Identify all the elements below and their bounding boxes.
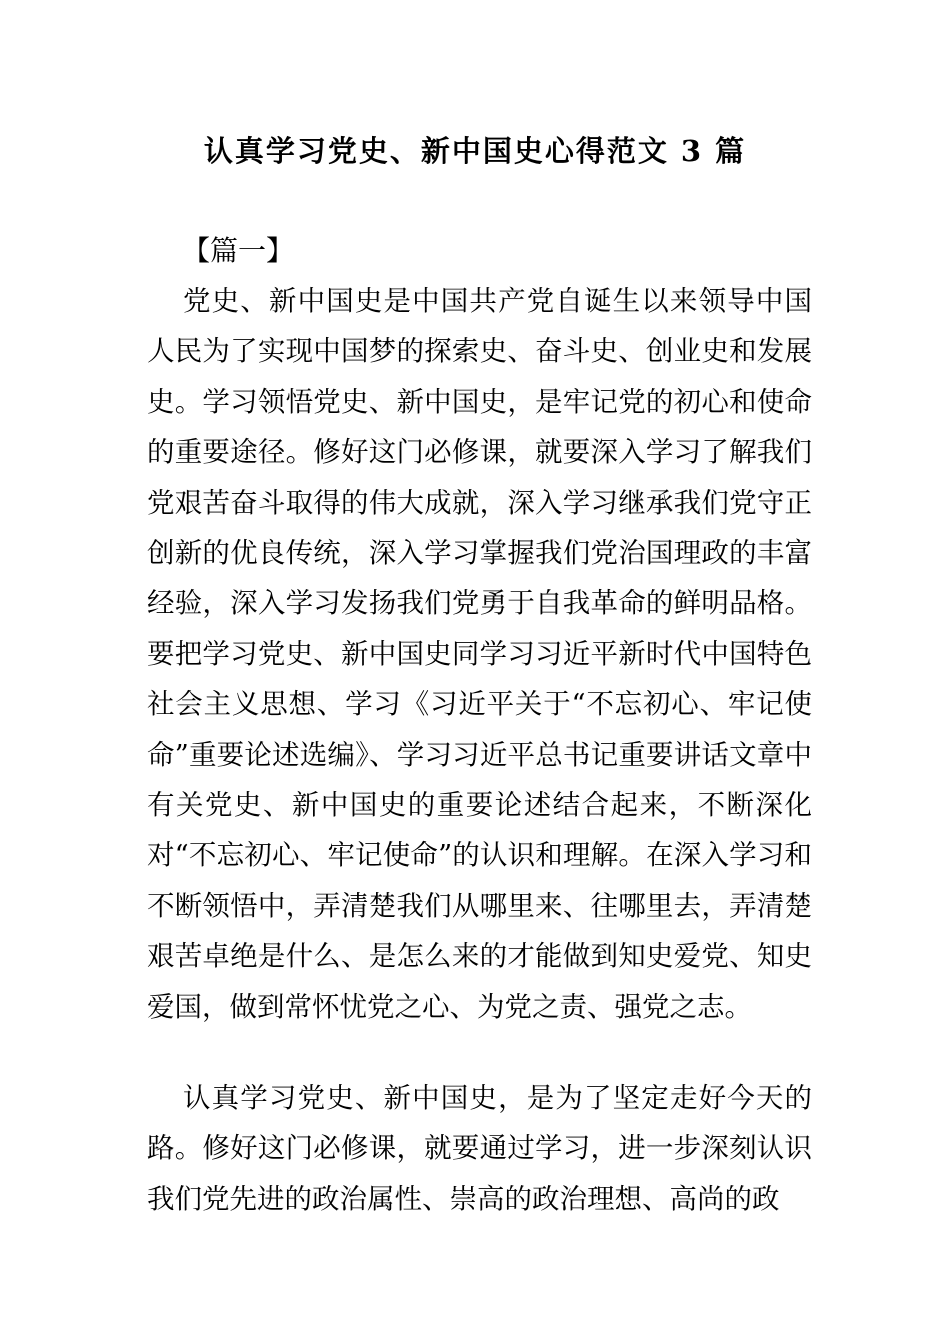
document-title: 认真学习党史、新中国史心得范文 3 篇	[203, 134, 747, 168]
section-heading: 【篇一】	[182, 234, 295, 267]
body-paragraph: 党史、新中国史是中国共产党自诞生以来领导中国人民为了实现中国梦的探索史、奋斗史、创业史和发展史。学习领悟党史、新中国史，是牢记党的初心和使命的重要途径。修好这门必修课，就要深入学习了解我们党艰苦奋斗取得的伟大成就，深入学习继承我们党守正创新的优良传统，深入学习掌握我们党治国理政的丰富经验，深入学习发扬我们党勇于自我革命的鲜明品格。要把学习党史、新中国史同学习习近平新时代中国特色社会主义思想、学习《习近平关于“不忘初心、牢记使命”重要论述选编》、学习习近平总书记重要讲话文章中有关党史、新中国史的重要论述结合起来，不断深化对“不忘初心、牢记使命”的认识和理解。在深入学习和不断领悟中，弄清楚我们从哪里来、往哪里去，弄清楚艰苦卓绝是什么、是怎么来的才能做到知史爱党、知史爱国，做到常怀忧党之心、为党之责、强党之志。	[147, 285, 812, 1023]
body-paragraph: 认真学习党史、新中国史，是为了坚定走好今天的路。修好这门必修课，就要通过学习，进一步深刻认识我们党先进的政治属性、崇高的政治理想、高尚的政	[147, 1082, 812, 1215]
